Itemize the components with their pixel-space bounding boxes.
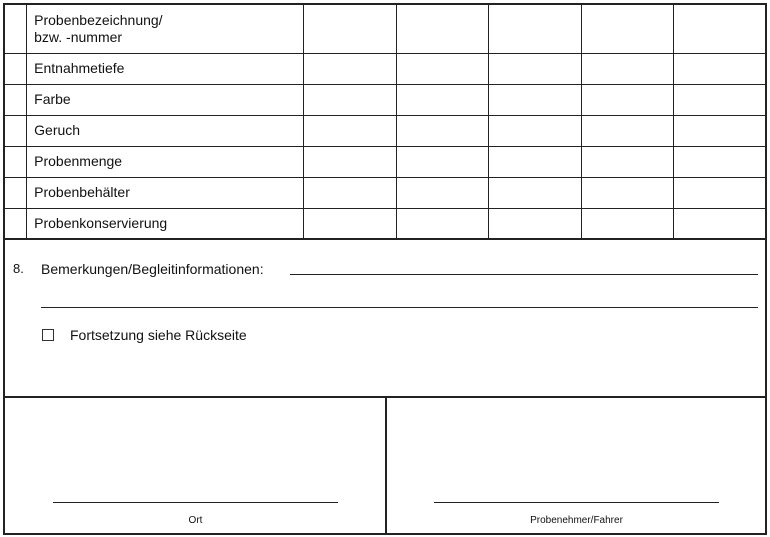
- sample-table: [5, 5, 765, 240]
- sample-form: [3, 3, 767, 535]
- table-row: [5, 146, 765, 177]
- remarks-line[interactable]: [290, 274, 758, 275]
- row-label-cell: Probenbehälter: [27, 177, 304, 208]
- value-cell[interactable]: [581, 5, 674, 53]
- row-label-cell: Farbe: [27, 84, 304, 115]
- value-cell[interactable]: [396, 5, 489, 53]
- row-label-cell: Probenkonservierung: [27, 208, 304, 239]
- value-cell[interactable]: [674, 84, 765, 115]
- value-cell[interactable]: [674, 5, 765, 53]
- row-label-cell: Geruch: [27, 115, 304, 146]
- value-cell[interactable]: [303, 177, 396, 208]
- value-cell[interactable]: [396, 146, 489, 177]
- row-number-cell: [5, 115, 27, 146]
- table-row: [5, 84, 765, 115]
- row-number-cell: [5, 5, 27, 53]
- value-cell[interactable]: [303, 84, 396, 115]
- value-cell[interactable]: [674, 53, 765, 84]
- remarks-line[interactable]: [41, 307, 758, 308]
- value-cell[interactable]: [581, 115, 674, 146]
- value-cell[interactable]: [674, 177, 765, 208]
- value-cell[interactable]: [303, 5, 396, 53]
- remarks-section: [5, 238, 765, 396]
- value-cell[interactable]: [674, 208, 765, 239]
- value-cell[interactable]: [581, 84, 674, 115]
- row-label-cell: Entnahmetiefe: [27, 53, 304, 84]
- remarks-label: Bemerkungen/Begleitinformationen:: [41, 261, 264, 277]
- row-label-cell: [27, 5, 304, 53]
- row-label-line2: bzw. -nummer: [34, 28, 123, 45]
- table-row: [5, 177, 765, 208]
- value-cell[interactable]: [581, 177, 674, 208]
- table-row: [5, 208, 765, 239]
- value-cell[interactable]: [489, 84, 582, 115]
- value-cell[interactable]: [396, 115, 489, 146]
- signature-divider: [385, 398, 387, 533]
- value-cell[interactable]: [489, 177, 582, 208]
- value-cell[interactable]: [303, 53, 396, 84]
- value-cell[interactable]: [489, 5, 582, 53]
- value-cell[interactable]: [489, 115, 582, 146]
- value-cell[interactable]: [303, 146, 396, 177]
- row-number-cell: [5, 208, 27, 239]
- value-cell[interactable]: [674, 146, 765, 177]
- row-number-cell: [5, 177, 27, 208]
- value-cell[interactable]: [303, 115, 396, 146]
- value-cell[interactable]: [581, 208, 674, 239]
- continuation-checkbox-label: Fortsetzung siehe Rückseite: [70, 327, 247, 343]
- sampler-signature-line[interactable]: [434, 502, 719, 503]
- table-row: [5, 53, 765, 84]
- signature-section: [5, 396, 765, 533]
- value-cell[interactable]: [674, 115, 765, 146]
- value-cell[interactable]: [489, 208, 582, 239]
- place-caption: Ort: [188, 515, 203, 526]
- value-cell[interactable]: [581, 53, 674, 84]
- sampler-caption: Probenehmer/Fahrer: [530, 515, 623, 526]
- value-cell[interactable]: [396, 84, 489, 115]
- value-cell[interactable]: [489, 53, 582, 84]
- continuation-checkbox[interactable]: [42, 329, 54, 341]
- row-label-line1: Probenbezeichnung/: [34, 11, 163, 28]
- value-cell[interactable]: [396, 53, 489, 84]
- row-number-cell: [5, 84, 27, 115]
- table-row: [5, 5, 765, 53]
- value-cell[interactable]: [489, 146, 582, 177]
- row-label-cell: Probenmenge: [27, 146, 304, 177]
- value-cell[interactable]: [303, 208, 396, 239]
- value-cell[interactable]: [396, 177, 489, 208]
- row-number-cell: [5, 146, 27, 177]
- value-cell[interactable]: [581, 146, 674, 177]
- section-number: 8.: [13, 261, 24, 276]
- place-signature-line[interactable]: [53, 502, 338, 503]
- value-cell[interactable]: [396, 208, 489, 239]
- row-number-cell: [5, 53, 27, 84]
- table-row: [5, 115, 765, 146]
